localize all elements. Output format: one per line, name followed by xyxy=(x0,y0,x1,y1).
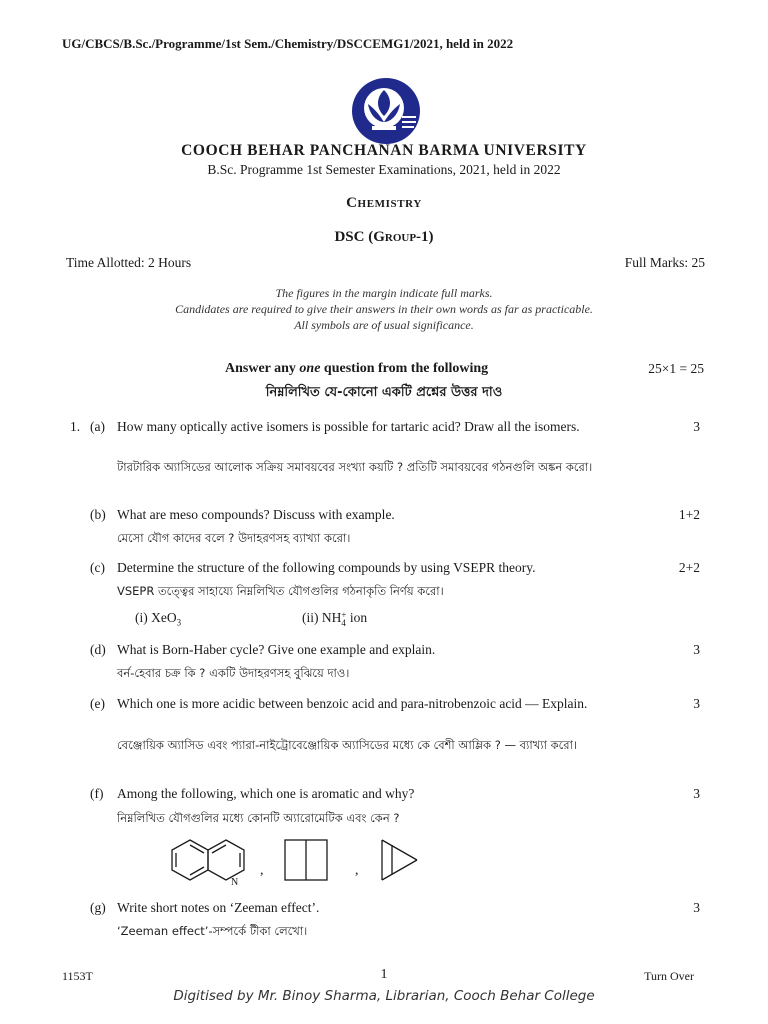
question-text: How many optically active isomers is possible for tartaric acid? Draw all the isomers. xyxy=(117,419,580,434)
cyclobutadiene-structure xyxy=(285,840,327,880)
question-text: What are meso compounds? Discuss with example. xyxy=(117,507,395,522)
quinoline-structure xyxy=(172,840,244,880)
question-marks: 1+2 xyxy=(678,507,700,522)
university-logo xyxy=(350,76,422,146)
paper-title: DSC (Group-1) xyxy=(334,229,434,245)
full-marks: Full Marks: 25 xyxy=(624,255,705,270)
question-label: (g) xyxy=(90,900,106,915)
question-marks: 3 xyxy=(693,642,700,657)
separator-comma: , xyxy=(355,863,359,878)
footer-code: 1153T xyxy=(62,969,93,983)
question-text-bengali: টারটারিক অ্যাসিডের আলোক সক্রিয় সমাবয়বের সংখ্যা কয়টি ? প্রতিটি সমাবয়বের গঠনগুলি অঙ্কন করো। xyxy=(117,460,593,474)
digitised-credit: Digitised by Mr. Binoy Sharma, Librarian, Cooch Behar College xyxy=(173,988,595,1004)
question-label: (f) xyxy=(90,786,104,801)
option-nh4-ion: (ii) NH+ 4 ion xyxy=(302,609,368,628)
question-text-bengali: নিম্নলিখিত যৌগগুলির মধ্যে কোনটি অ্যারোমেটিক এবং কেন ? xyxy=(117,811,400,825)
question-number: 1. xyxy=(70,419,81,434)
time-allotted: Time Allotted: 2 Hours xyxy=(66,255,192,270)
page-number: 1 xyxy=(380,967,388,982)
instruction-line: The figures in the margin indicate full marks. xyxy=(275,286,493,300)
question-text: Which one is more acidic between benzoic acid and para-nitrobenzoic acid — Explain. xyxy=(117,696,588,711)
question-text: Write short notes on ‘Zeeman effect’. xyxy=(117,900,320,915)
exam-code: UG/CBCS/B.Sc./Programme/1st Sem./Chemistry/DSCCEMG1/2021, held in 2022 xyxy=(62,36,514,51)
question-marks: 3 xyxy=(693,419,700,434)
cyclopropenyl-structure xyxy=(382,840,417,880)
question-label: (e) xyxy=(90,696,105,711)
answer-instruction-bengali: নিম্নলিখিত যে-কোনো একটি প্রশ্নের উত্তর দাও xyxy=(265,385,503,400)
question-text-bengali: VSEPR তত্ত্বের সাহায্যে নিম্নলিখিত যৌগগুলির গঠনাকৃতি নির্ণয় করো। xyxy=(117,584,444,598)
nitrogen-atom-label: N xyxy=(231,877,239,888)
answer-marks: 25×1 = 25 xyxy=(648,361,704,376)
structures-row xyxy=(160,832,430,888)
question-text: Among the following, which one is aromatic and why? xyxy=(117,786,415,801)
question-text-bengali: বেঞ্জোয়িক অ্যাসিড এবং প্যারা-নাইট্রোবেঞ্জোয়িক অ্যাসিডের মধ্যে কে বেশী আম্লিক ? — ব্যাখ্যা করো। xyxy=(117,738,578,752)
subject-title: Chemistry xyxy=(346,195,422,211)
question-text-bengali: মেসো যৌগ কাদের বলে ? উদাহরণসহ ব্যাখ্যা করো। xyxy=(117,531,351,545)
logo-base xyxy=(372,126,396,130)
exam-title: B.Sc. Programme 1st Semester Examinations, 2021, held in 2022 xyxy=(207,162,561,177)
question-marks: 3 xyxy=(693,900,700,915)
question-text-bengali: ‘Zeeman effect’-সম্পর্কে টীকা লেখো। xyxy=(117,924,308,938)
turn-over: Turn Over xyxy=(644,969,694,983)
question-marks: 3 xyxy=(693,786,700,801)
question-label: (d) xyxy=(90,642,106,657)
question-marks: 3 xyxy=(693,696,700,711)
separator-comma: , xyxy=(260,863,264,878)
question-marks: 2+2 xyxy=(678,560,700,575)
question-label: (b) xyxy=(90,507,106,522)
question-text: What is Born-Haber cycle? Give one example and explain. xyxy=(117,642,436,657)
university-name: COOCH BEHAR PANCHANAN BARMA UNIVERSITY xyxy=(181,142,587,159)
answer-instruction: Answer any one question from the following xyxy=(225,361,489,376)
question-label: (a) xyxy=(90,419,105,434)
option-xeo3: (i) XeO$_3$ xyxy=(135,610,182,628)
question-label: (c) xyxy=(90,560,105,575)
instruction-line: All symbols are of usual significance. xyxy=(294,318,474,332)
instruction-line: Candidates are required to give their answers in their own words as far as practicable. xyxy=(175,302,593,316)
question-text: Determine the structure of the following compounds by using VSEPR theory. xyxy=(117,560,536,575)
question-text-bengali: বর্ন-হেবার চক্র কি ? একটি উদাহরণসহ বুঝিয়ে দাও। xyxy=(117,666,350,680)
